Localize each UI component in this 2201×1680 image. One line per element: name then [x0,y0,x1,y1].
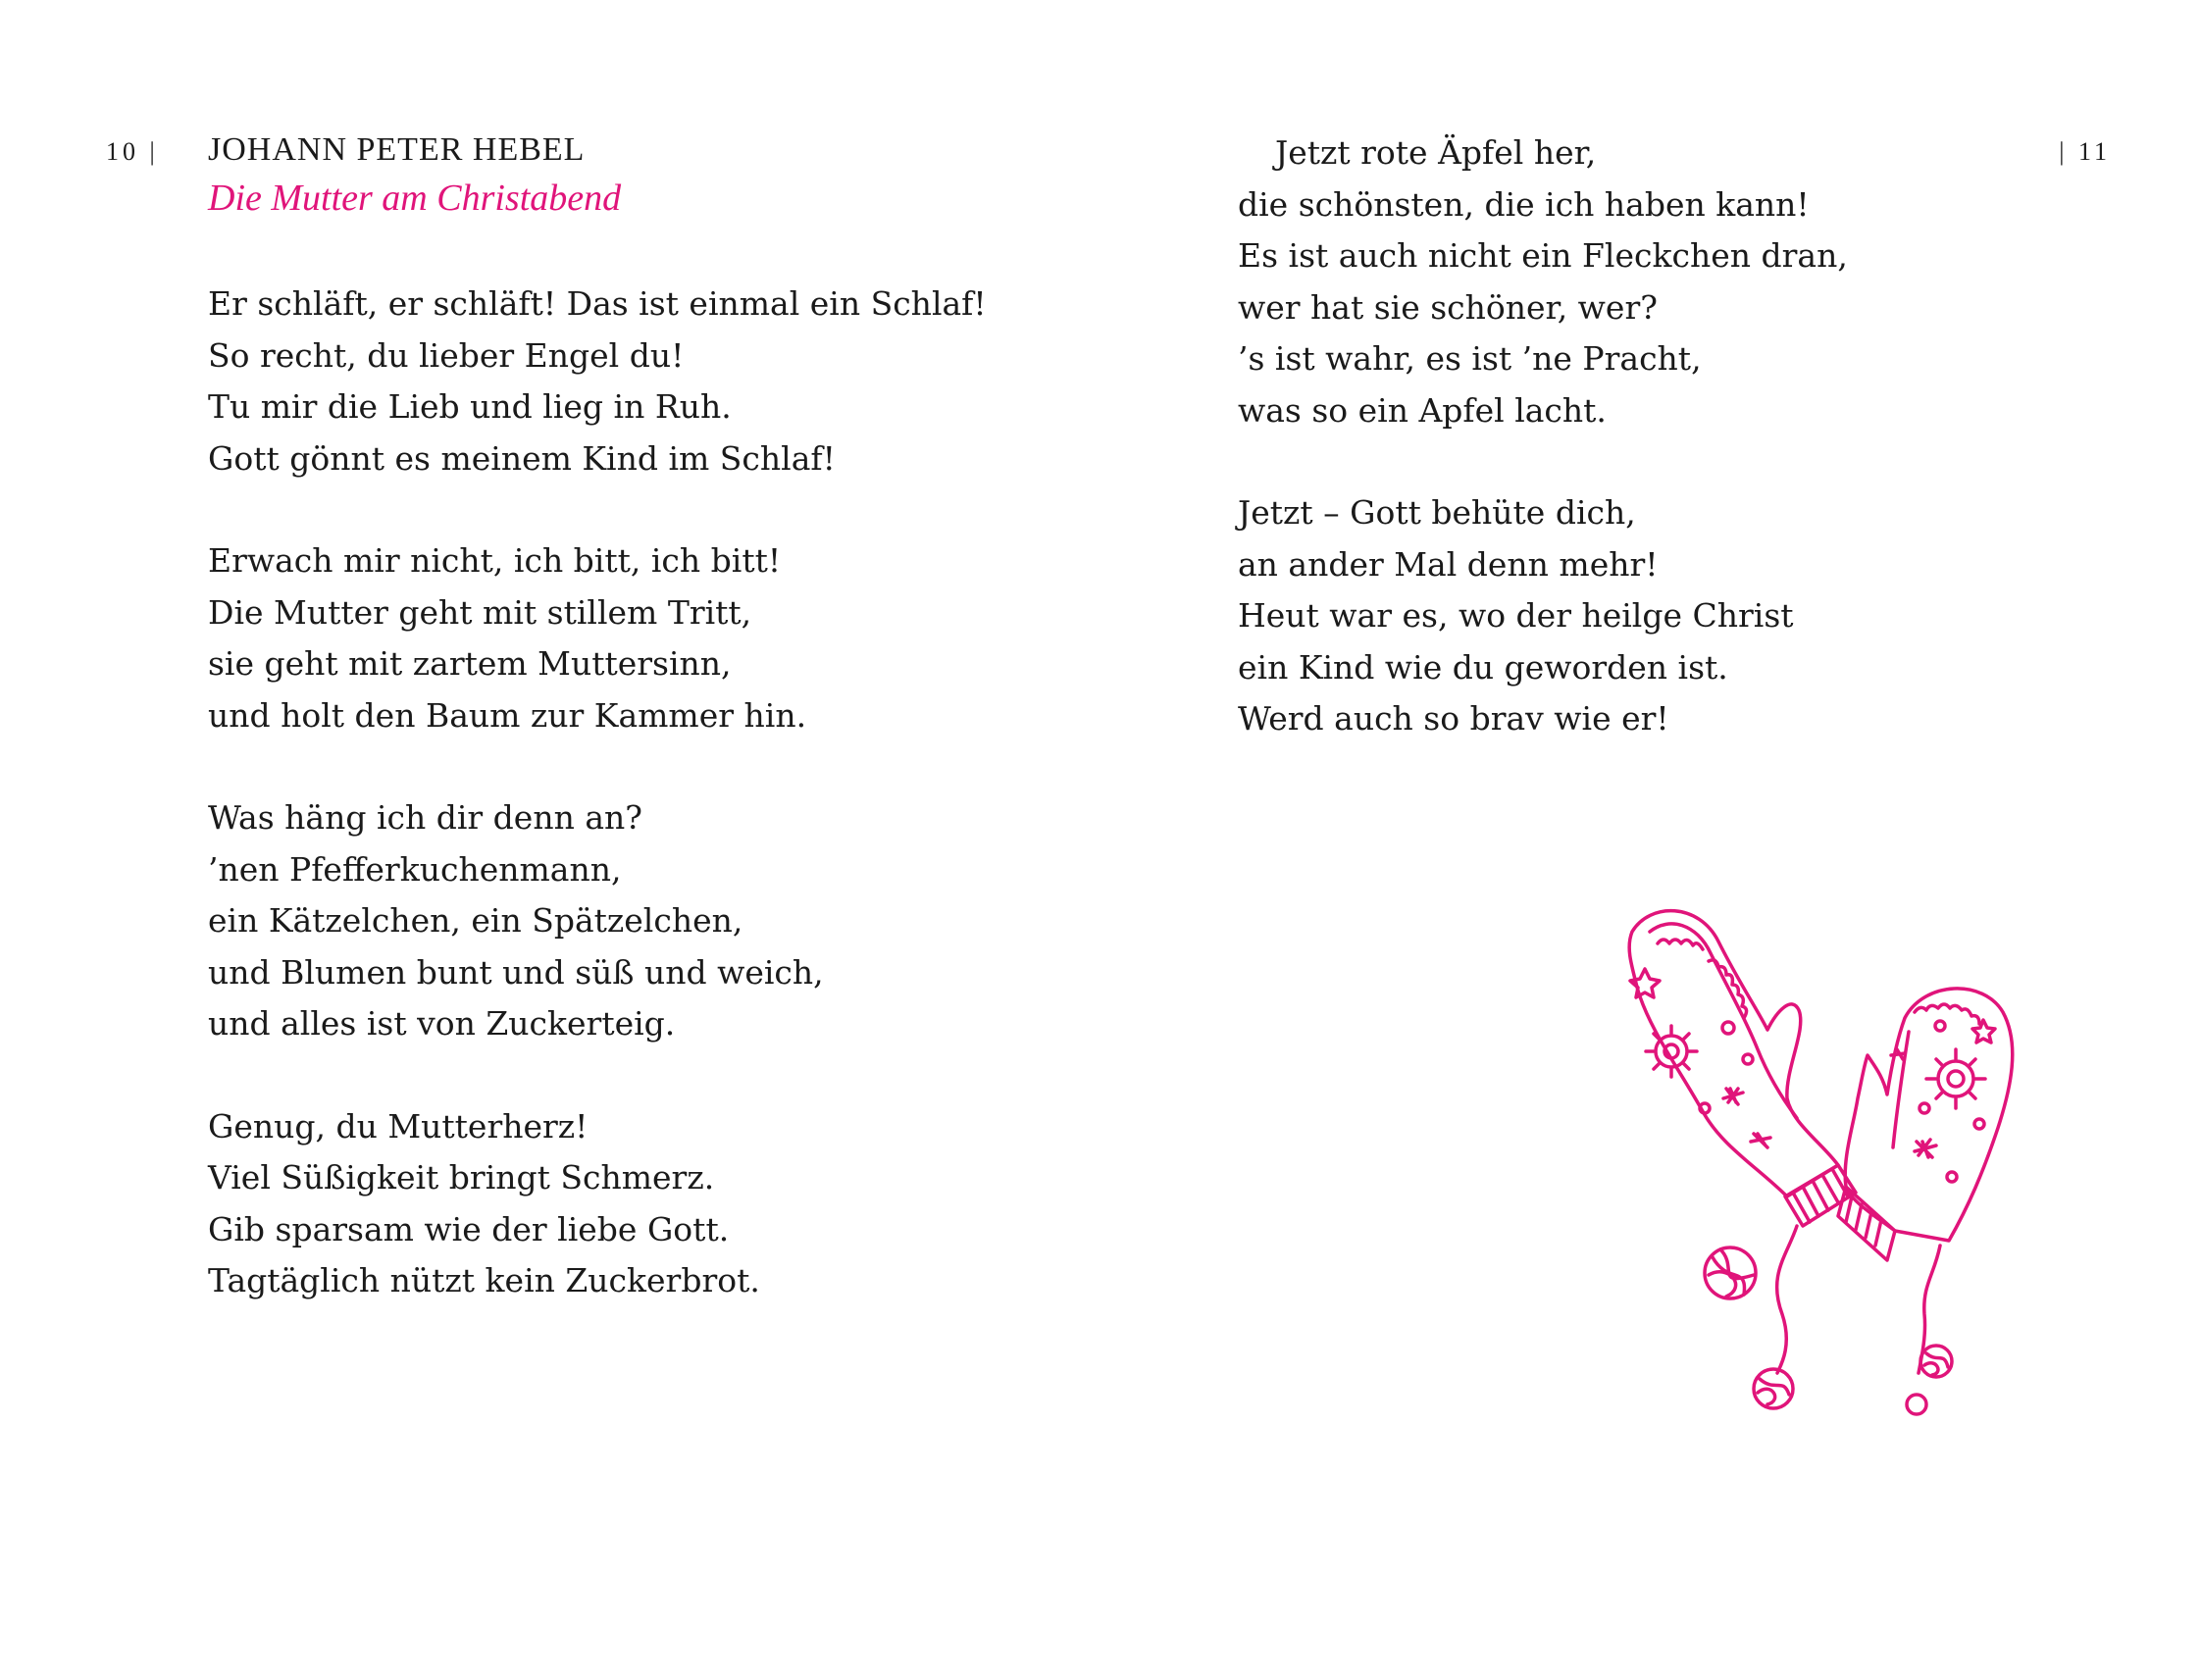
stanza [1238,127,1848,436]
poem-line: ein Kätzelchen, ein Spätzelchen, [208,901,743,940]
poem-line: Tu mir die Lieb und lieg in Ruh. [208,387,732,426]
right-page [1100,0,2201,1680]
poem-line: Viel Süßigkeit bringt Schmerz. [208,1158,715,1196]
poem-line: und holt den Baum zur Kammer hin. [208,695,807,735]
author-name: JOHANN PETER HEBEL [208,131,586,168]
poem-line: Gib sparsam wie der liebe Gott. [208,1209,730,1248]
poem-line: Die Mutter geht mit stillem Tritt, [208,592,752,632]
page-number-right: | 11 [2059,137,2111,166]
poem-line: ’s ist wahr, es ist ’ne Pracht, [1238,339,1702,378]
poem-line: Jetzt rote Äpfel her, [1275,133,1597,172]
poem-line: an ander Mal denn mehr! [1238,544,1659,584]
poem-line: ein Kind wie du geworden ist. [1238,647,1728,687]
poem-title: Die Mutter am Christabend [208,178,622,219]
mittens-icon [1611,902,2081,1491]
poem-line: Genug, du Mutterherz! [208,1106,589,1145]
poem-line: ’nen Pfefferkuchenmann, [208,849,622,889]
poem-line: Jetzt – Gott behüte dich, [1238,493,1636,532]
poem-line: und alles ist von Zuckerteig. [208,1004,676,1043]
stanza [208,535,987,741]
poem-line: So recht, du lieber Engel du! [208,335,685,375]
poem-line: wer hat sie schöner, wer? [1238,287,1658,327]
poem-line: Was häng ich dir denn an? [208,798,642,837]
poem-line: was so ein Apfel lacht. [1238,390,1607,430]
poem-line: die schönsten, die ich haben kann! [1238,184,1810,224]
poem-body-right [1238,127,1848,796]
page-number-left: 10 | [106,137,159,166]
stanza [208,792,987,1050]
stanza [208,279,987,484]
poem-line: Tagtäglich nützt kein Zuckerbrot. [208,1261,760,1299]
poem-line: Erwach mir nicht, ich bitt, ich bitt! [208,541,782,580]
poem-line: Heut war es, wo der heilge Christ [1238,596,1794,635]
poem-body-left [208,279,987,1358]
stanza [208,1101,987,1307]
poem-line: Gott gönnt es meinem Kind im Schlaf! [208,438,836,478]
poem-line: sie geht mit zartem Muttersinn, [208,644,732,683]
poem-line: Es ist auch nicht ein Fleckchen dran, [1238,236,1848,275]
stanza [1238,487,1848,745]
left-page [0,0,1100,1680]
poem-line: Werd auch so brav wie er! [1238,699,1669,738]
poem-line: und Blumen bunt und süß und weich, [208,952,824,992]
poem-line: Er schläft, er schläft! Das ist einmal ein Schlaf! [208,284,987,323]
